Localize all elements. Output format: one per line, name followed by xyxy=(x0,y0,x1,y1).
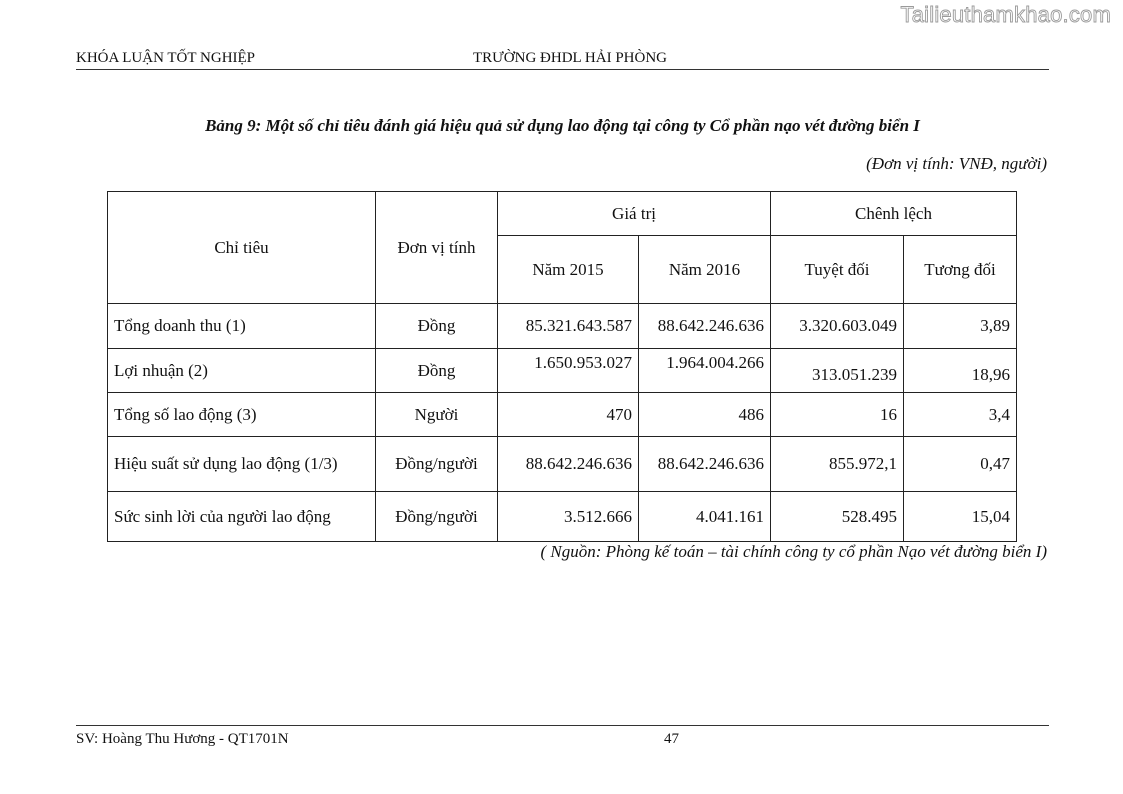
row-indicator: Hiệu suất sử dụng lao động (1/3) xyxy=(108,437,376,492)
row-relative: 3,89 xyxy=(904,304,1017,349)
row-absolute: 855.972,1 xyxy=(771,437,904,492)
header-year-2016: Năm 2016 xyxy=(639,236,771,304)
header-value-group: Giá trị xyxy=(498,192,771,236)
watermark-text: Tailieuthamkhao.com xyxy=(900,2,1111,27)
row-value-2016: 486 xyxy=(639,393,771,437)
table-row xyxy=(108,437,1017,492)
row-unit: Đồng xyxy=(376,304,498,349)
header-thesis-label: KHÓA LUẬN TỐT NGHIỆP xyxy=(76,50,256,66)
row-absolute: 3.320.603.049 xyxy=(771,304,904,349)
indicator-table xyxy=(107,191,1017,542)
row-indicator: Lợi nhuận (2) xyxy=(108,349,376,393)
table-row xyxy=(108,492,1017,542)
table-header-row xyxy=(108,192,1017,236)
page-header xyxy=(76,50,1049,70)
row-relative: 18,96 xyxy=(904,349,1017,393)
row-unit: Đồng/người xyxy=(376,492,498,542)
row-value-2015: 1.650.953.027 xyxy=(498,349,639,393)
header-unit: Đơn vị tính xyxy=(376,192,498,304)
row-absolute: 528.495 xyxy=(771,492,904,542)
row-value-2016: 88.642.246.636 xyxy=(639,304,771,349)
header-absolute: Tuyệt đối xyxy=(771,236,904,304)
page-number: 47 xyxy=(664,731,679,747)
source-note: ( Nguồn: Phòng kế toán – tài chính công ty cổ phần Nạo vét đường biển I) xyxy=(540,542,1047,561)
header-year-2015: Năm 2015 xyxy=(498,236,639,304)
page-footer xyxy=(76,725,1049,750)
row-value-2015: 470 xyxy=(498,393,639,437)
row-value-2016: 4.041.161 xyxy=(639,492,771,542)
header-university-label: TRƯỜNG ĐHDL HẢI PHÒNG xyxy=(473,50,667,66)
header-relative: Tương đối xyxy=(904,236,1017,304)
row-value-2015: 88.642.246.636 xyxy=(498,437,639,492)
row-value-2015: 3.512.666 xyxy=(498,492,639,542)
row-value-2015: 85.321.643.587 xyxy=(498,304,639,349)
row-relative: 15,04 xyxy=(904,492,1017,542)
table-row xyxy=(108,393,1017,437)
row-relative: 3,4 xyxy=(904,393,1017,437)
unit-note: (Đơn vị tính: VNĐ, người) xyxy=(866,154,1047,173)
row-unit: Người xyxy=(376,393,498,437)
row-indicator: Tổng doanh thu (1) xyxy=(108,304,376,349)
table-row xyxy=(108,349,1017,393)
row-relative: 0,47 xyxy=(904,437,1017,492)
row-absolute: 313.051.239 xyxy=(771,349,904,393)
row-value-2016: 1.964.004.266 xyxy=(639,349,771,393)
row-absolute: 16 xyxy=(771,393,904,437)
row-value-2016: 88.642.246.636 xyxy=(639,437,771,492)
footer-student: SV: Hoàng Thu Hương - QT1701N xyxy=(76,731,289,747)
row-indicator: Tổng số lao động (3) xyxy=(108,393,376,437)
header-indicator: Chỉ tiêu xyxy=(108,192,376,304)
table-row xyxy=(108,304,1017,349)
row-unit: Đồng xyxy=(376,349,498,393)
row-indicator: Sức sinh lời của người lao động xyxy=(108,492,376,542)
table-title: Bảng 9: Một số chỉ tiêu đánh giá hiệu quả sử dụng lao động tại công ty Cổ phần nạo vét đường biển I xyxy=(205,116,920,135)
row-unit: Đồng/người xyxy=(376,437,498,492)
header-difference-group: Chênh lệch xyxy=(771,192,1017,236)
